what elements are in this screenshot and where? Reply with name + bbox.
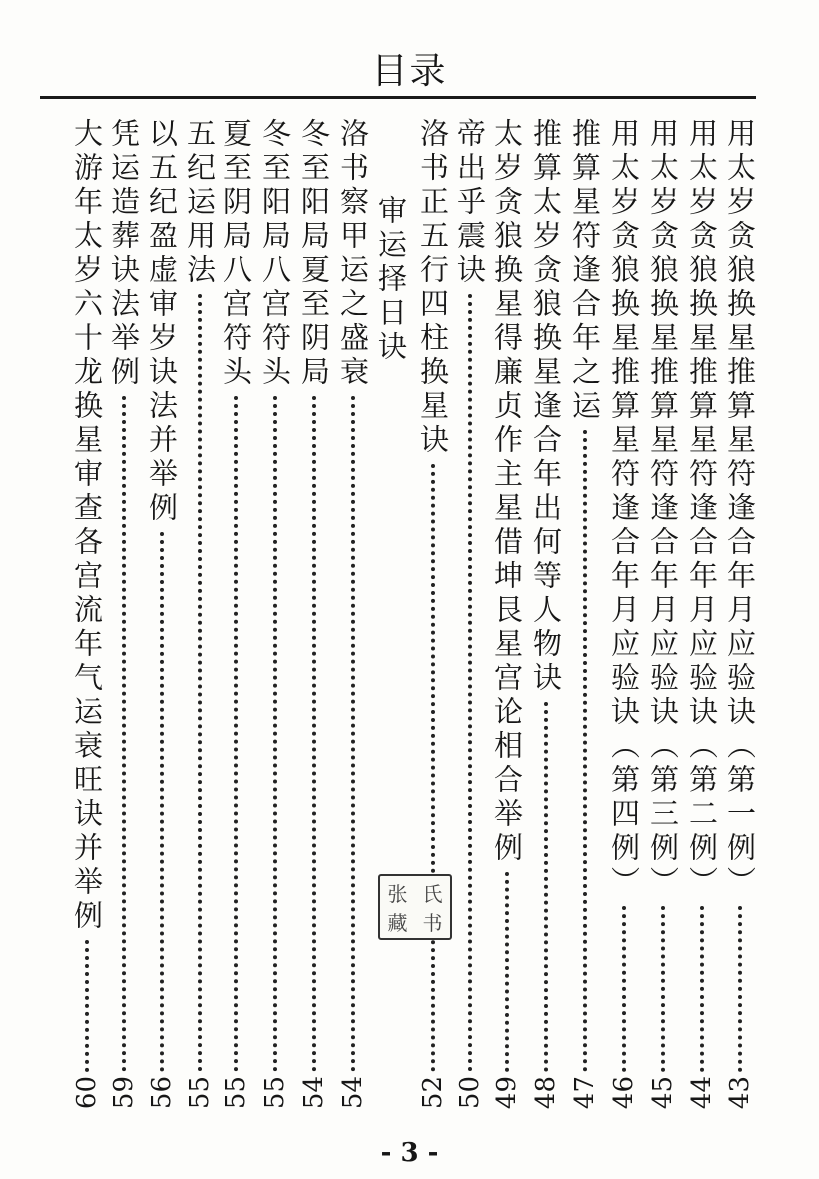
toc-entry-text: 帝出乎震诀 — [453, 118, 487, 288]
toc-entry-text: 用太岁贪狼换星推算星符逢合年月应验诀（第四例） — [607, 118, 641, 900]
title-rule — [40, 96, 756, 99]
toc-leader-dots — [738, 906, 742, 1072]
toc-entry-page: 49 — [492, 1075, 522, 1109]
toc-entry-12 — [297, 118, 331, 1109]
toc-entry-text: 以五纪盈虚审岁诀法并举例 — [145, 118, 179, 526]
toc-entry-14 — [219, 118, 253, 1109]
toc-entry-3 — [646, 118, 680, 1109]
toc-entry-text: 推算太岁贪狼换星逢合年出何等人物诀 — [529, 118, 563, 696]
toc-leader-dots — [544, 702, 548, 1072]
toc-leader-dots — [198, 294, 202, 1072]
toc-leader-dots — [700, 906, 704, 1072]
page-number: - 3 - — [380, 1138, 439, 1168]
toc-entry-page: 47 — [570, 1075, 600, 1109]
toc-entry-text: 凭运造葬诀法举例 — [107, 118, 141, 390]
toc-entry-text: 大游年太岁六十龙换星审查各宫流年气运衰旺诀并举例 — [70, 118, 104, 934]
toc-entry-5 — [568, 118, 602, 1109]
toc-entry-text: 夏至阴局八宫符头 — [219, 118, 253, 390]
toc-entry-text: 五纪运用法 — [183, 118, 217, 288]
toc-entry-page: 46 — [609, 1075, 639, 1109]
toc-entry-text: 太岁贪狼换星得廉贞作主星借坤艮星宫论相合举例 — [490, 118, 524, 866]
toc-entry-text: 冬至阳局八宫符头 — [258, 118, 292, 390]
toc-entry-7 — [490, 118, 524, 1109]
toc-leader-dots — [85, 940, 89, 1072]
toc-leader-dots — [273, 396, 277, 1072]
toc-entry-15 — [183, 118, 217, 1109]
toc-entry-text: 洛书正五行四柱换星诀 — [416, 118, 450, 458]
toc-entry-4 — [607, 118, 641, 1109]
toc-leader-dots — [583, 430, 587, 1072]
toc-leader-dots — [661, 906, 665, 1072]
toc-leader-dots — [234, 396, 238, 1072]
toc-entry-page: 54 — [299, 1075, 329, 1109]
toc-entry-page: 44 — [687, 1075, 717, 1109]
toc-entry-11 — [336, 118, 370, 1109]
collector-seal-stamp — [378, 874, 452, 940]
toc-leader-dots — [160, 532, 164, 1072]
toc-entry-text: 用太岁贪狼换星推算星符逢合年月应验诀（第三例） — [646, 118, 680, 900]
toc-entry-page: 55 — [185, 1075, 215, 1109]
toc-entry-page: 55 — [221, 1075, 251, 1109]
toc-leader-dots — [468, 294, 472, 1072]
toc-leader-dots — [431, 464, 435, 1072]
toc-entry-17 — [107, 118, 141, 1109]
toc-leader-dots — [622, 906, 626, 1072]
toc-entry-page: 52 — [418, 1075, 448, 1109]
toc-entry-page: 60 — [72, 1075, 102, 1109]
toc-entry-13 — [258, 118, 292, 1109]
toc-entry-text: 推算星符逢合年之运 — [568, 118, 602, 424]
toc-entry-page: 59 — [109, 1075, 139, 1109]
page-title: 目录 — [371, 51, 448, 92]
toc-entry-1 — [723, 118, 757, 1109]
toc-section-heading — [374, 195, 408, 1109]
toc-entry-page: 50 — [455, 1075, 485, 1109]
toc-leader-dots — [312, 396, 316, 1072]
toc-entry-page: 55 — [260, 1075, 290, 1109]
toc-entry-6 — [529, 118, 563, 1109]
seal-char: 藏 — [387, 911, 408, 935]
toc-entry-page: 45 — [648, 1075, 678, 1109]
toc-entry-page: 54 — [338, 1075, 368, 1109]
toc-entry-16 — [145, 118, 179, 1109]
toc-entry-text: 审运择日诀 — [374, 195, 408, 365]
toc-entry-text: 冬至阳局夏至阴局 — [297, 118, 331, 390]
seal-char: 氏 — [422, 882, 443, 906]
toc-entry-page: 43 — [725, 1075, 755, 1109]
toc-leader-dots — [505, 872, 509, 1072]
toc-entry-18 — [70, 118, 104, 1109]
seal-char: 张 — [387, 882, 408, 906]
toc-entry-page: 48 — [531, 1075, 561, 1109]
seal-char: 书 — [422, 911, 443, 935]
toc-entry-text: 用太岁贪狼换星推算星符逢合年月应验诀（第二例） — [685, 118, 719, 900]
toc-entry-2 — [685, 118, 719, 1109]
toc-leader-dots — [351, 396, 355, 1072]
toc-entry-text: 洛书察甲运之盛衰 — [336, 118, 370, 390]
toc-entry-page: 56 — [147, 1075, 177, 1109]
toc-entry-8 — [453, 118, 487, 1109]
toc-entry-text: 用太岁贪狼换星推算星符逢合年月应验诀（第一例） — [723, 118, 757, 900]
toc-entry-9 — [416, 118, 450, 1109]
toc-leader-dots — [122, 396, 126, 1072]
